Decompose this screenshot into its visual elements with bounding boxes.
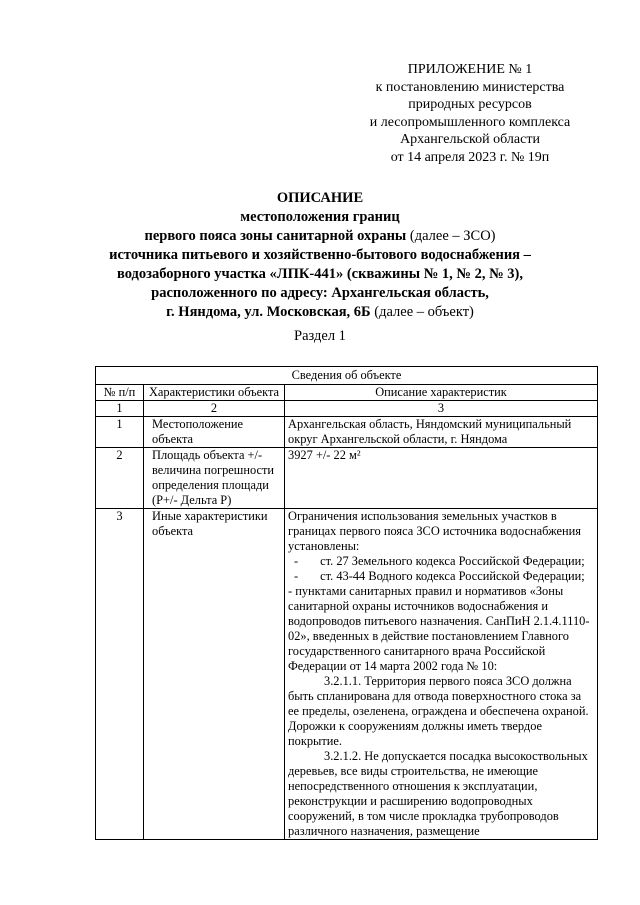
- appendix-line: ПРИЛОЖЕНИЕ № 1: [407, 62, 533, 77]
- title-heading: ОПИСАНИЕ: [276, 190, 364, 206]
- title-bold-part: первого пояса зоны санитарной охраны: [144, 228, 407, 244]
- table-header-row: [96, 385, 598, 401]
- column-header: Характеристики объекта: [144, 385, 285, 401]
- column-header: Описание характеристик: [285, 385, 598, 401]
- title-regular-part: (далее – ЗСО): [406, 228, 496, 244]
- title-line: [40, 227, 600, 246]
- column-number: 3: [285, 401, 598, 417]
- table-caption: Сведения об объекте: [96, 367, 598, 385]
- row-description: 3927 +/- 22 м²: [285, 448, 598, 509]
- column-number-row: [96, 401, 598, 417]
- row-characteristic: Площадь объекта +/- величина погрешности определения площади (P+/- Дельта P): [144, 448, 285, 509]
- table-caption-row: [96, 367, 598, 385]
- table-row: [96, 448, 598, 509]
- title-bold-part: г. Няндома, ул. Московская, 6Б: [166, 304, 371, 320]
- description-paragraph: - пунктами санитарных правил и нормативов «Зоны санитарной охраны источников водоснабжения и водопроводов питьевого назначения. СанПиН 2.1.4.1110-02», введенных в действие постановлением Главного государственного санитарного врача Российской Федерации от 14 марта 2002 года № 10:: [288, 584, 590, 673]
- table-row: [96, 417, 598, 448]
- row-description: Архангельская область, Няндомский муниципальный округ Архангельской области, г. Няндома: [285, 417, 598, 448]
- title-line: водозаборного участка «ЛПК-441» (скважины № 1, № 2, № 3),: [116, 266, 523, 282]
- row-number: 1: [96, 417, 144, 448]
- title-line: [40, 303, 600, 322]
- description-paragraph: Ограничения использования земельных участков в границах первого пояса ЗСО источника водоснабжения установлены:: [288, 509, 581, 553]
- column-number: 2: [144, 401, 285, 417]
- row-number: 3: [96, 509, 144, 840]
- appendix-line: от 14 апреля 2023 г. № 19п: [390, 149, 550, 165]
- appendix-line: и лесопромышленного комплекса: [369, 114, 571, 130]
- appendix-header: [340, 61, 600, 166]
- table-row: [96, 509, 598, 840]
- object-info-table: [95, 366, 598, 840]
- column-header: № п/п: [96, 385, 144, 401]
- row-characteristic: Местоположение объекта: [144, 417, 285, 448]
- appendix-line: Архангельской области: [400, 132, 540, 147]
- description-list-item: [288, 569, 594, 584]
- dash-marker: -: [294, 569, 299, 583]
- description-paragraph: 3.2.1.2. Не допускается посадка высокоствольных деревьев, все виды строительства, не имеющие непосредственного отношения к эксплуатации, реконструкции и расширению водопроводных сооружений, в том числе прокладка трубопроводов различного назначения, размещение: [288, 749, 588, 838]
- title-line: источника питьевого и хозяйственно-бытового водоснабжения –: [109, 247, 531, 263]
- description-paragraph: 3.2.1.1. Территория первого пояса ЗСО должна быть спланирована для отвода поверхностного стока за ее пределы, озеленена, ограждена и обеспечена охраной. Дорожки к сооружениям должны иметь твердое покрытие.: [288, 674, 589, 748]
- document-title: [40, 189, 600, 322]
- row-number: 2: [96, 448, 144, 509]
- list-item-text: ст. 27 Земельного кодекса Российской Федерации;: [320, 554, 585, 568]
- title-line: местоположения границ: [240, 209, 400, 225]
- title-line: расположенного по адресу: Архангельская область,: [151, 285, 489, 301]
- list-item-text: ст. 43-44 Водного кодекса Российской Федерации;: [320, 569, 585, 583]
- appendix-line: к постановлению министерства: [375, 79, 565, 95]
- description-list-item: [288, 554, 594, 569]
- row-characteristic: Иные характеристики объекта: [144, 509, 285, 840]
- appendix-line: природных ресурсов: [408, 97, 532, 112]
- row-description: [285, 509, 598, 840]
- section-label: Раздел 1: [294, 328, 346, 344]
- title-regular-part: (далее – объект): [370, 304, 474, 320]
- dash-marker: -: [294, 554, 299, 568]
- column-number: 1: [96, 401, 144, 417]
